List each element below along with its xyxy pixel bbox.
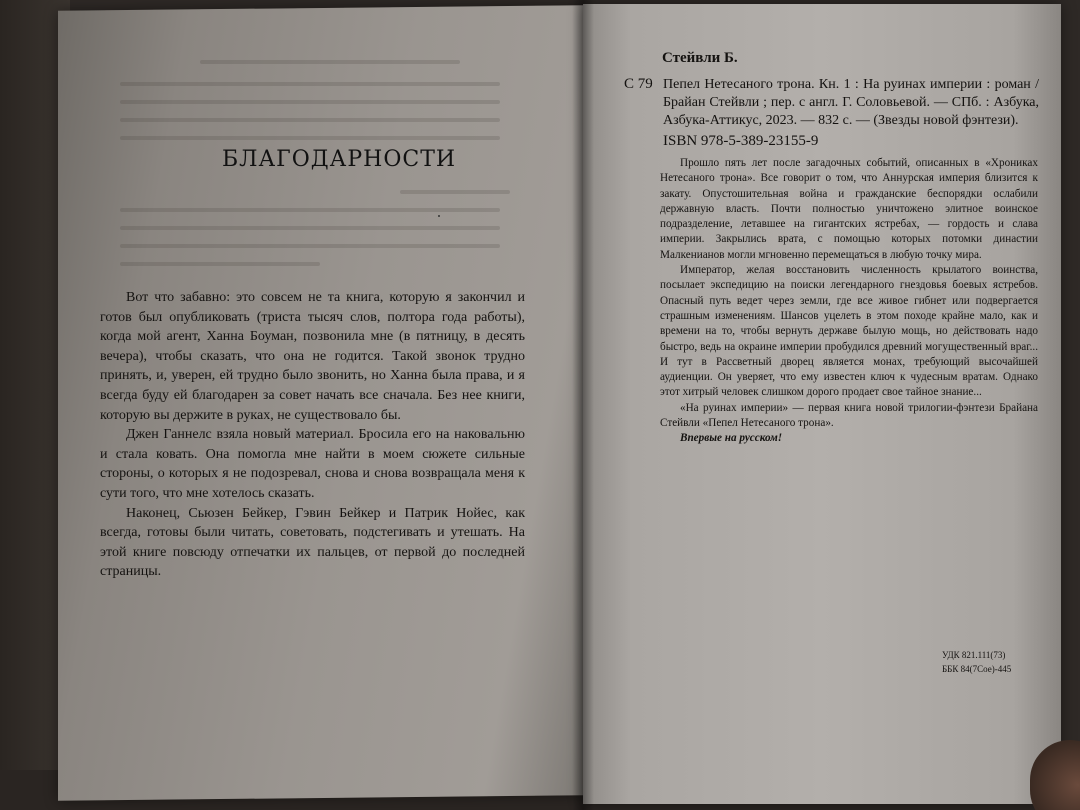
first-time-note: Впервые на русском! [680,432,783,445]
author-heading: Стейвли Б. [662,50,738,66]
book-gutter [572,0,594,810]
show-through-line [200,60,460,64]
annotation [660,156,1038,447]
paragraph: Вот что забавно: это совсем не та книга, которую я закончил и готов был опубликовать (триста тысяч слов, полтора года работы), когда мой агент, Ханна Боуман, позвонила мне (в пятницу, в десять вечера), чтобы сказать, что она не годится. Такой звонок трудно принять, и, уверен, ей трудно было звонить, но Ханна была права, и я всегда буду ей благодарен за совет начать все сначала. Без нее книги, которую вы держите в руках, не существовало бы. [100,290,525,423]
paragraph: Наконец, Сьюзен Бейкер, Гэвин Бейкер и Патрик Нойес, как всегда, готовы были читать, советовать, подстегивать и утешать. На этой книге повсюду отпечатки их пальцев, от первой до последней страницы. [100,505,525,580]
classification-codes [942,648,1011,676]
bibliographic-record: Пепел Нетесаного трона. Кн. 1 : На руинах империи : роман / Брайан Стейвли ; пер. с англ. Г. Соловьевой. — СПб. : Азбука, Азбука-Аттикус, 2023. — 832 с. — (Звезды новой фэнтези). [663,77,1039,128]
page-heading: БЛАГОДАРНОСТИ [222,147,457,172]
paragraph: Джен Ганнелс взяла новый материал. Бросила его на наковальню и стала ковать. Она помогла мне найти в моем сюжете сильные стороны, о которых я не подозревал, снова и снова возвращала меня к сути того, что мне хотелось сказать. [100,427,525,501]
annotation-paragraph: Прошло пять лет после загадочных событий, описанных в «Хрониках Нетесаного трона». Все говорит о том, что Аннурская империя близится к закату. Опустошительная война и гражданские беспорядки ослабили державную власть. Почти полностью уничтожено элитное воинское подразделение, летавшее на гигантских ястребах, — гордость и слава империи. Закрылись врата, с помощью которых потомки династии Малкенианов могли мгновенно перемещаться в любую точку мира. [660,157,1038,261]
bbk-code: ББК 84(7Сое)-445 [942,664,1012,674]
catalog-code: С 79 [624,76,653,92]
show-through-line [400,190,510,194]
show-through-line [120,118,500,122]
show-through-line [120,136,500,140]
page-speck [438,215,440,217]
show-through-line [120,244,500,248]
show-through-line [120,262,320,266]
show-through-line [120,100,500,104]
show-through-line [120,82,500,86]
annotation-paragraph: «На руинах империи» — первая книга новой трилогии-фэнтези Брайана Стейвли «Пепел Нетесаного трона». [660,401,1038,430]
show-through-line [120,208,500,212]
acknowledgements-text [100,288,525,582]
show-through-line [120,226,500,230]
udk-code: УДК 821.111(73) [942,650,1006,660]
annotation-paragraph: Император, желая восстановить численность крылатого воинства, посылает экспедицию на поиски легендарного гнездовья боевых ястребов. Опасный путь ведет через земли, где все живое гибнет или подвергается страшным изменениям. Шансов уцелеть в этом походе крайне мало, как и времени на то, чтобы вернуть державе былую мощь, но действовать надо быстро, ведь на окраине империи пробудился древний могущественный враг... И тут в Рассветный дворец является монах, требующий высочайшей аудиенции. Он уверяет, что ему известен ключ к чудесным вратам. Однако этот хитрый человек слишком дорого продает свое тайное знание... [660,264,1038,399]
isbn: ISBN 978-5-389-23155-9 [663,133,819,149]
